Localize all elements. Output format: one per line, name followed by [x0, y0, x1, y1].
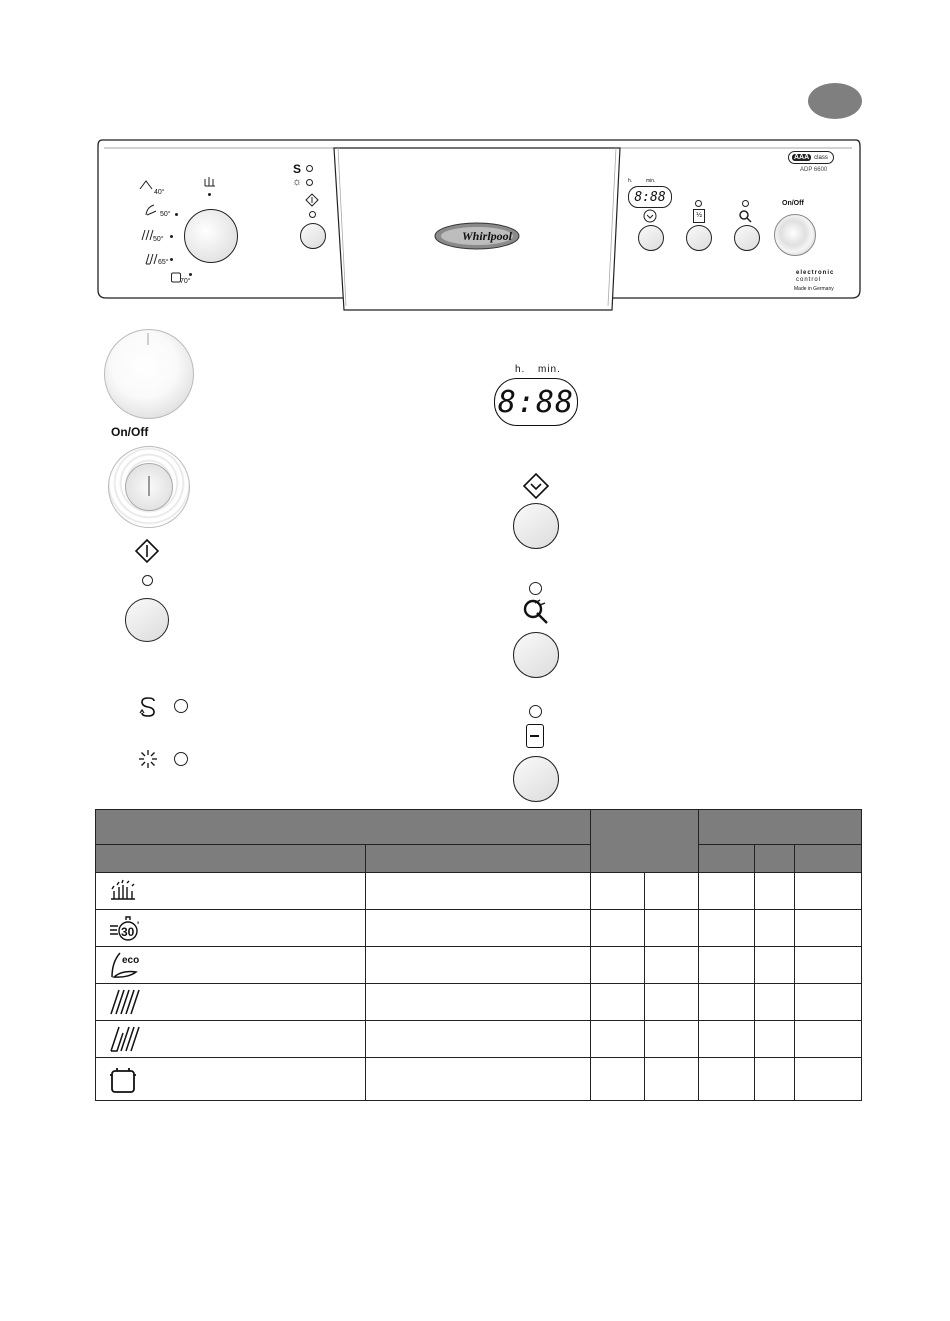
- footer-line2: control: [796, 277, 822, 283]
- dial-indicator: [147, 333, 149, 345]
- program-description-cell: [366, 947, 591, 984]
- dial-dot: [175, 213, 178, 216]
- panel-display-min: min.: [646, 178, 656, 184]
- energy-badge-grade: AAA: [794, 154, 810, 161]
- program-value-cell: [755, 1021, 795, 1058]
- panel-salt-icon: S: [293, 162, 302, 176]
- program-description-cell: [366, 1021, 591, 1058]
- diagnostic-button[interactable]: [513, 632, 559, 678]
- panel-normal-icon: [140, 228, 154, 242]
- program-description-cell: [366, 910, 591, 947]
- table-header-row-2: [96, 845, 862, 873]
- salt-refill-led: [174, 699, 188, 713]
- program-description-cell: [366, 984, 591, 1021]
- dial-dot: [170, 235, 173, 238]
- panel-start-icon: [305, 193, 319, 207]
- svg-text:30: 30: [121, 925, 135, 939]
- program-value-cell: [795, 947, 862, 984]
- onoff-label: On/Off: [111, 425, 149, 439]
- panel-delay-button[interactable]: [638, 225, 664, 251]
- table-row: [96, 984, 862, 1021]
- eco-icon: [108, 950, 142, 980]
- program-value-cell: [795, 873, 862, 910]
- header-cell-symbol: [96, 845, 366, 873]
- dial-label-65: 65°: [158, 259, 169, 266]
- rinse-aid-refill-led: [174, 752, 188, 766]
- table-row: [96, 873, 862, 910]
- panel-brand-logo: Whirlpool: [462, 229, 513, 243]
- dial-label-50a: 50°: [160, 211, 171, 218]
- program-value-cell: [591, 984, 645, 1021]
- program-value-cell: [591, 1021, 645, 1058]
- panel-display-h: h.: [628, 178, 633, 184]
- panel-diagnostic-button[interactable]: [734, 225, 760, 251]
- program-value-cell: [645, 947, 699, 984]
- pot-icon: [108, 1063, 138, 1095]
- panel-rinse-icon: ☼: [292, 176, 303, 188]
- model-number: ADP 6600: [800, 167, 828, 173]
- program-value-cell: [699, 873, 755, 910]
- program-value-cell: [795, 1058, 862, 1101]
- program-icon-cell: [96, 1021, 366, 1058]
- program-value-cell: [591, 947, 645, 984]
- diagnostic-led: [529, 582, 542, 595]
- half-load-icon-line: [530, 735, 539, 737]
- table-header-row-1: [96, 810, 862, 845]
- half-load-led: [529, 705, 542, 718]
- delay-start-button[interactable]: [513, 503, 559, 549]
- time-display: 8:88: [494, 378, 578, 426]
- program-value-cell: [795, 910, 862, 947]
- program-value-cell: [645, 1021, 699, 1058]
- panel-onoff-button[interactable]: [774, 214, 816, 256]
- panel-start-led: [309, 211, 316, 218]
- onoff-button[interactable]: [108, 446, 190, 528]
- program-value-cell: [795, 984, 862, 1021]
- soak-icon: [108, 877, 138, 905]
- panel-start-button[interactable]: [300, 223, 326, 249]
- language-tab: [808, 83, 862, 119]
- program-value-cell: [699, 1021, 755, 1058]
- program-icon-cell: [96, 873, 366, 910]
- footer-line1: electronic: [796, 270, 835, 276]
- program-value-cell: [699, 984, 755, 1021]
- program-description-cell: [366, 1058, 591, 1101]
- table-row: [96, 1058, 862, 1101]
- power-icon: [148, 476, 150, 496]
- panel-salt-led: [306, 165, 313, 172]
- header-cell-sub-3: [795, 845, 862, 873]
- panel-halfload-led: [695, 200, 702, 207]
- start-icon: [134, 538, 160, 564]
- panel-display: 8:88: [628, 186, 672, 208]
- dial-label-50b: 50°: [153, 236, 164, 243]
- program-selector-dial[interactable]: [104, 329, 194, 419]
- program-value-cell: [755, 1058, 795, 1101]
- table-row: [96, 1021, 862, 1058]
- program-value-cell: [645, 984, 699, 1021]
- display-h-label: h.: [515, 364, 526, 375]
- program-table: [95, 809, 862, 1101]
- panel-program-dial[interactable]: [184, 209, 238, 263]
- panel-soak-icon: [202, 174, 218, 188]
- program-value-cell: [699, 910, 755, 947]
- program-icon-cell: [96, 984, 366, 1021]
- diagnostic-icon: [521, 597, 551, 627]
- display-min-label: min.: [538, 364, 561, 375]
- delay-start-icon: [522, 472, 550, 500]
- header-cell-program: [96, 810, 591, 845]
- dial-dot: [170, 258, 173, 261]
- program-value-cell: [755, 910, 795, 947]
- header-cell-description: [366, 845, 591, 873]
- quick-30-icon: [108, 914, 146, 942]
- header-cell-sub-2: [755, 845, 795, 873]
- program-value-cell: [591, 1058, 645, 1101]
- panel-halfload-icon: ½: [693, 209, 705, 223]
- start-button[interactable]: [125, 598, 169, 642]
- program-value-cell: [645, 873, 699, 910]
- program-value-cell: [591, 873, 645, 910]
- panel-pot-icon: [170, 270, 182, 284]
- program-value-cell: [755, 947, 795, 984]
- dial-label-40: 40°: [154, 189, 165, 196]
- rinse-aid-refill-icon: [137, 748, 159, 770]
- panel-quick-icon: [138, 178, 154, 190]
- intensive-icon: [108, 1024, 142, 1054]
- header-cell-sub-1: [699, 845, 755, 873]
- half-load-icon: [526, 724, 544, 748]
- program-value-cell: [699, 947, 755, 984]
- panel-eco-icon: [144, 203, 158, 217]
- panel-halfload-button[interactable]: [686, 225, 712, 251]
- svg-text:eco: eco: [122, 955, 140, 966]
- start-led: [142, 575, 153, 586]
- program-icon-cell: [96, 910, 366, 947]
- energy-badge-suffix: class: [814, 154, 828, 161]
- panel-rinse-led: [306, 179, 313, 186]
- normal-icon: [108, 987, 142, 1017]
- dial-label-70: 70°: [180, 278, 191, 285]
- program-value-cell: [755, 873, 795, 910]
- dial-dot: [189, 273, 192, 276]
- header-cell-group-2: [591, 810, 699, 873]
- dial-dot: [208, 193, 211, 196]
- salt-refill-icon: [138, 696, 158, 718]
- energy-badge: [788, 151, 834, 164]
- panel-diagnostic-icon: [738, 209, 752, 223]
- svg-text:': ': [137, 920, 140, 930]
- program-icon-cell: [96, 1058, 366, 1101]
- program-value-cell: [645, 1058, 699, 1101]
- table-row: [96, 947, 862, 984]
- program-value-cell: [645, 910, 699, 947]
- panel-diagnostic-led: [742, 200, 749, 207]
- onoff-button-core: [125, 463, 173, 511]
- program-value-cell: [795, 1021, 862, 1058]
- footer-line3: Made in Germany: [794, 286, 834, 292]
- program-value-cell: [591, 910, 645, 947]
- header-cell-group-3: [699, 810, 862, 845]
- program-icon-cell: [96, 947, 366, 984]
- panel-intensive-icon: [144, 252, 158, 266]
- program-value-cell: [755, 984, 795, 1021]
- program-description-cell: [366, 873, 591, 910]
- panel-onoff-label: On/Off: [782, 200, 804, 207]
- program-value-cell: [699, 1058, 755, 1101]
- panel-delay-icon: [643, 209, 657, 223]
- half-load-button[interactable]: [513, 756, 559, 802]
- table-row: [96, 910, 862, 947]
